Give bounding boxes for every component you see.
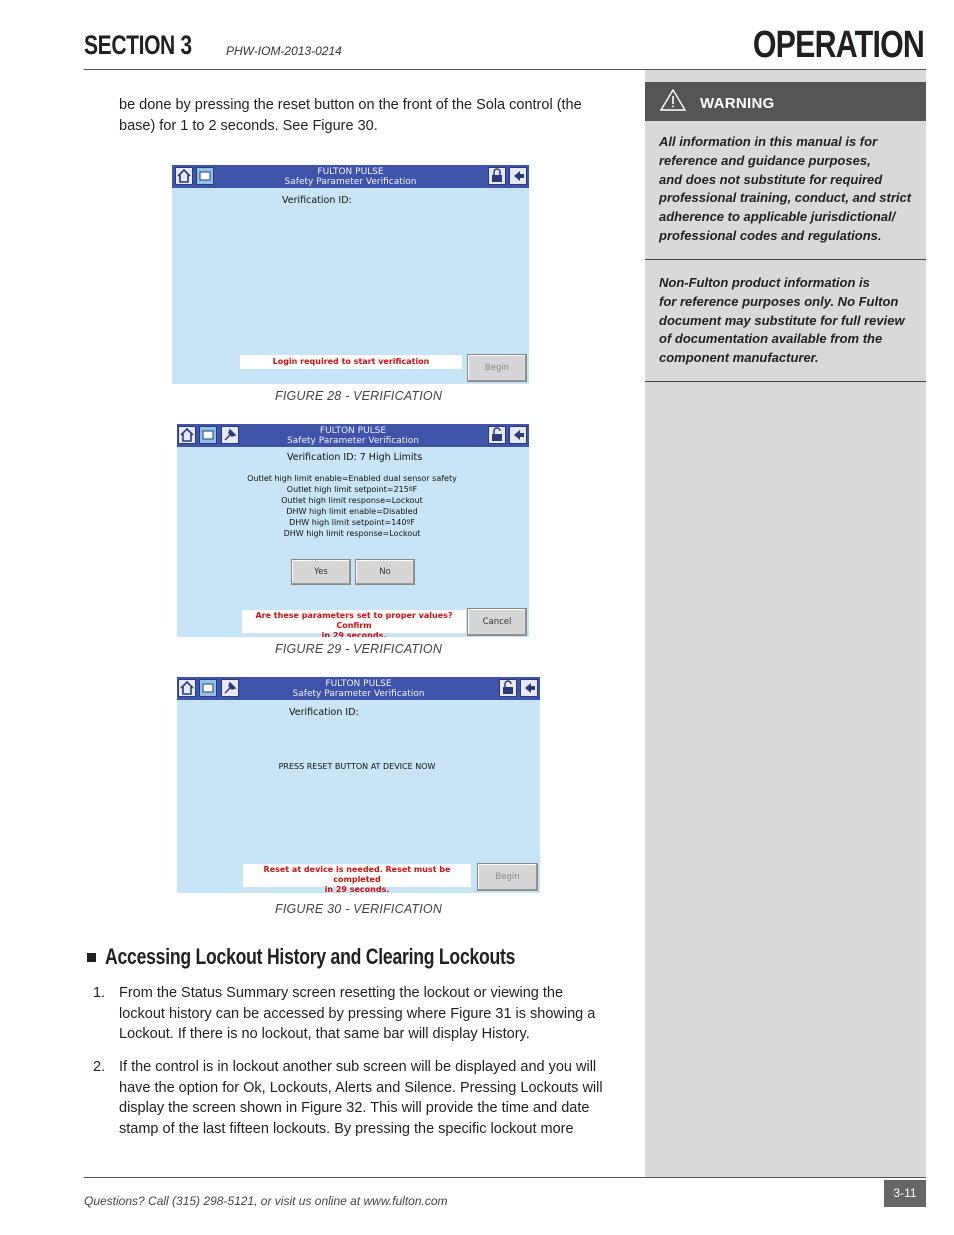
- home-icon[interactable]: [178, 679, 196, 697]
- section-heading: Accessing Lockout History and Clearing Lockouts: [105, 944, 516, 969]
- back-icon[interactable]: [509, 167, 527, 185]
- unlock-icon[interactable]: [499, 679, 517, 697]
- tools-icon[interactable]: [221, 426, 239, 444]
- parameter-list: Outlet high limit enable=Enabled dual sensor safety Outlet high limit setpoint=215ºF Outlet high limit response=Lockout DHW high limit enable=Disabled DHW high limit setpoint=140ºF DHW high limit response=Lockout: [247, 474, 457, 538]
- begin-button[interactable]: Begin: [477, 863, 538, 891]
- footer-rule: [84, 1177, 926, 1178]
- figure-28-screenshot: [172, 165, 529, 384]
- warning-header: [645, 82, 926, 121]
- screen-subtitle: Safety Parameter Verification: [287, 436, 419, 446]
- page-number: 3-11: [884, 1180, 926, 1207]
- figure-29-caption: FIGURE 29 - VERIFICATION: [275, 642, 443, 656]
- figure-29-screenshot: [177, 424, 529, 637]
- title-bar: [172, 165, 529, 188]
- verification-id-label: Verification ID:: [282, 195, 352, 206]
- back-icon[interactable]: [520, 679, 538, 697]
- sidebar-divider: [645, 381, 926, 382]
- footer-contact: Questions? Call (315) 298-5121, or visit us online at www.fulton.com: [84, 1194, 448, 1208]
- cancel-button[interactable]: Cancel: [467, 608, 527, 636]
- screen-subtitle: Safety Parameter Verification: [292, 689, 425, 699]
- back-icon[interactable]: [509, 426, 527, 444]
- note-text: Non-Fulton product information is for reference purposes only. No Fulton document may substitute for full review of documentation available from the component manufacturer.: [659, 275, 905, 366]
- list-item: From the Status Summary screen resetting the lockout or viewing the lockout history can be accessed by pressing where Figure 31 is showing a Lockout. If there is no lockout, that same bar will display History.: [119, 985, 596, 1042]
- screen-title: FULTON PULSE: [325, 679, 392, 689]
- chapter-title: OPERATION: [752, 24, 924, 66]
- home-icon[interactable]: [175, 167, 193, 185]
- unlock-icon[interactable]: [488, 426, 506, 444]
- warning-text: All information in this manual is for reference and guidance purposes, and does not substitute for required professional training, conduct, and strict adherence to applicable jurisdictional/ professional codes and regulations.: [659, 134, 912, 243]
- yes-button[interactable]: Yes: [291, 559, 351, 585]
- list-number: 1.: [93, 985, 106, 1001]
- intro-paragraph: be done by pressing the reset button on the front of the Sola control (the base) for 1 to 2 seconds. See Figure 30.: [119, 97, 582, 134]
- begin-button[interactable]: Begin: [467, 354, 527, 382]
- tools-icon[interactable]: [221, 679, 239, 697]
- screen-title: FULTON PULSE: [317, 167, 384, 177]
- warning-label: WARNING: [700, 95, 775, 112]
- status-icon[interactable]: [196, 167, 214, 185]
- verification-id-label: Verification ID: 7 High Limits: [287, 452, 423, 463]
- login-message: Login required to start verification: [240, 355, 462, 369]
- heading-bullet: [87, 953, 96, 962]
- status-icon[interactable]: [199, 426, 217, 444]
- confirm-message: Are these parameters set to proper values? Confirm in 29 seconds.: [242, 610, 466, 633]
- document-number: PHW-IOM-2013-0214: [226, 44, 342, 58]
- section-title: SECTION 3: [84, 30, 192, 60]
- figure-28-caption: FIGURE 28 - VERIFICATION: [275, 389, 443, 403]
- screen-subtitle: Safety Parameter Verification: [284, 177, 417, 187]
- figure-30-caption: FIGURE 30 - VERIFICATION: [275, 902, 443, 916]
- figure-30-screenshot: [177, 677, 540, 893]
- verification-id-label: Verification ID:: [289, 707, 359, 718]
- sidebar-divider: [645, 259, 926, 260]
- list-number: 2.: [93, 1059, 106, 1075]
- reset-instruction: PRESS RESET BUTTON AT DEVICE NOW: [278, 762, 436, 771]
- lock-icon[interactable]: [488, 167, 506, 185]
- no-button[interactable]: No: [355, 559, 415, 585]
- home-icon[interactable]: [178, 426, 196, 444]
- list-item: If the control is in lockout another sub screen will be displayed and you will have the option for Ok, Lockouts, Alerts and Silence. Pressing Lockouts will display the screen shown in Figure 32. This will provide the time and date stamp of the last fifteen lockouts. By pressing the specific lockout more: [119, 1059, 603, 1137]
- reset-message: Reset at device is needed. Reset must be completed in 29 seconds.: [243, 864, 471, 887]
- warning-triangle-icon: [660, 89, 686, 111]
- status-icon[interactable]: [199, 679, 217, 697]
- screen-title: FULTON PULSE: [319, 426, 387, 436]
